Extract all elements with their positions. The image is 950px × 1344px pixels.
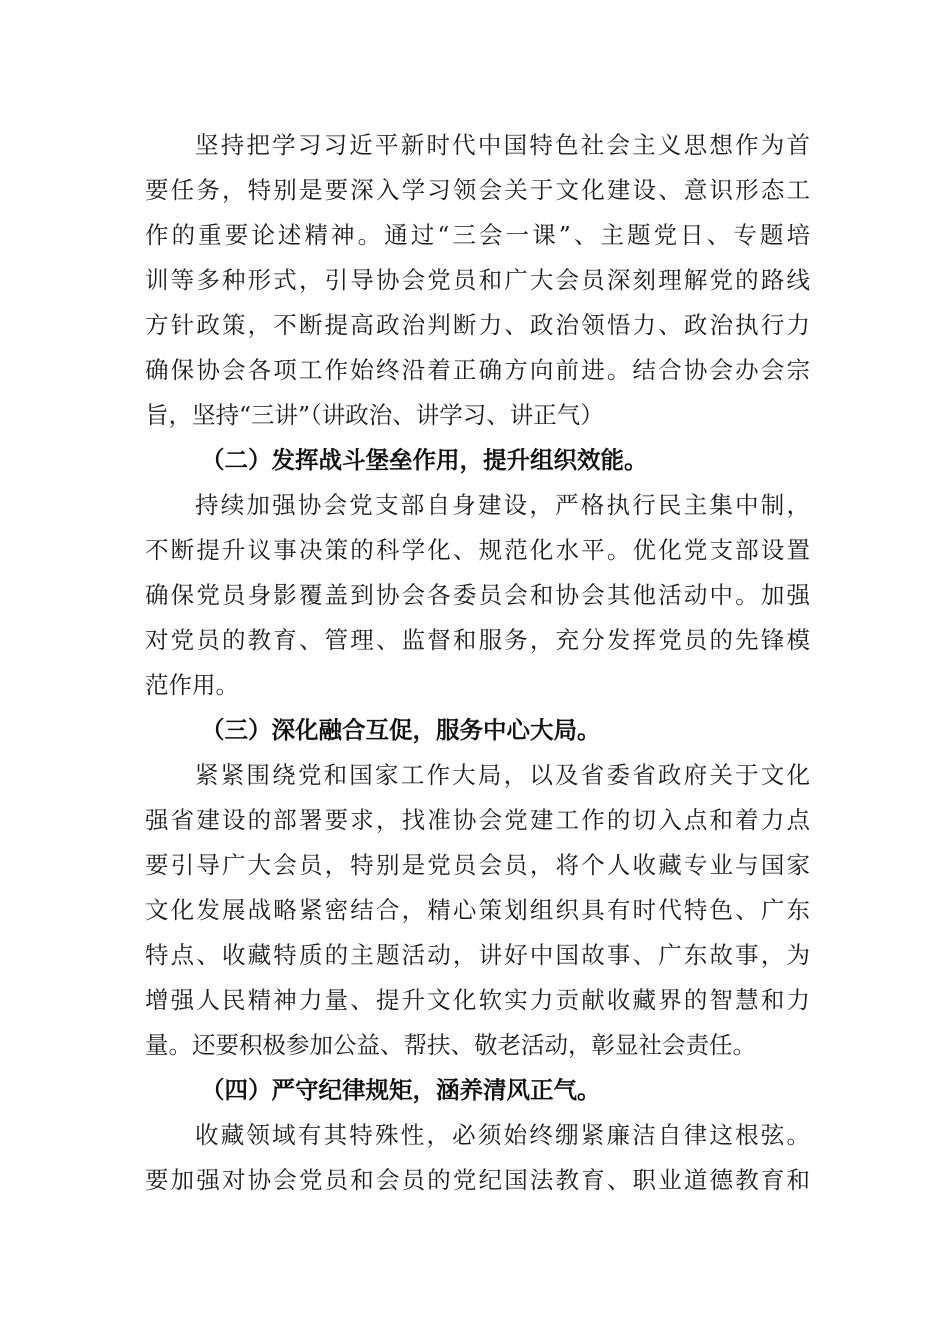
paragraph-line: 要任务，特别是要深入学习领会关于文化建设、意识形态工: [145, 176, 810, 204]
paragraph-line: 特点、收藏特质的主题活动，讲好中国故事、广东故事，为: [145, 941, 810, 969]
paragraph-line: 确保协会各项工作始终沿着正确方向前进。结合协会办会宗: [145, 356, 810, 384]
paragraph-line: 要加强对协会党员和会员的党纪国法教育、职业道德教育和: [145, 1166, 810, 1194]
paragraph-2: [145, 483, 810, 708]
paragraph-line: 训等多种形式，引导协会党员和广大会员深刻理解党的路线: [145, 266, 810, 294]
paragraph-line: 旨，坚持“三讲”（讲政治、讲学习、讲正气）: [145, 401, 604, 429]
section-heading-2: （二）发挥战斗堡垒作用，提升组织效能。: [201, 446, 648, 474]
paragraph-line: 收藏领域有其特殊性，必须始终绷紧廉洁自律这根弦。: [195, 1121, 810, 1149]
paragraph-line: 坚持把学习习近平新时代中国特色社会主义思想作为首: [195, 131, 810, 159]
paragraph-3: [145, 753, 810, 1068]
paragraph-line: 作的重要论述精神。通过“三会一课”、主题党日、专题培: [145, 221, 810, 249]
paragraph-line: 要引导广大会员，特别是党员会员，将个人收藏专业与国家: [145, 851, 810, 879]
document-body: [145, 123, 810, 1203]
paragraph-line: 量。还要积极参加公益、帮扶、敬老活动，彰显社会责任。: [145, 1031, 756, 1059]
paragraph-1: [145, 123, 810, 438]
paragraph-line: 增强人民精神力量、提升文化软实力贡献收藏界的智慧和力: [145, 986, 810, 1014]
section-heading-3: （三）深化融合互促，服务中心大局。: [201, 716, 601, 744]
paragraph-line: 对党员的教育、管理、监督和服务，充分发挥党员的先锋模: [145, 626, 810, 654]
paragraph-line: 方针政策，不断提高政治判断力、政治领悟力、政治执行力: [145, 311, 810, 339]
paragraph-line: 持续加强协会党支部自身建设，严格执行民主集中制，: [195, 491, 810, 519]
paragraph-line: 强省建设的部署要求，找准协会党建工作的切入点和着力点: [145, 806, 810, 834]
paragraph-line: 范作用。: [145, 671, 239, 699]
paragraph-4: [145, 1113, 810, 1203]
paragraph-line: 紧紧围绕党和国家工作大局，以及省委省政府关于文化: [195, 761, 810, 789]
paragraph-line: 确保党员身影覆盖到协会各委员会和协会其他活动中。加强: [145, 581, 810, 609]
section-heading-4: （四）严守纪律规矩，涵养清风正气。: [201, 1076, 601, 1104]
paragraph-line: 不断提升议事决策的科学化、规范化水平。优化党支部设置: [145, 536, 810, 564]
paragraph-line: 文化发展战略紧密结合，精心策划组织具有时代特色、广东: [145, 896, 810, 924]
